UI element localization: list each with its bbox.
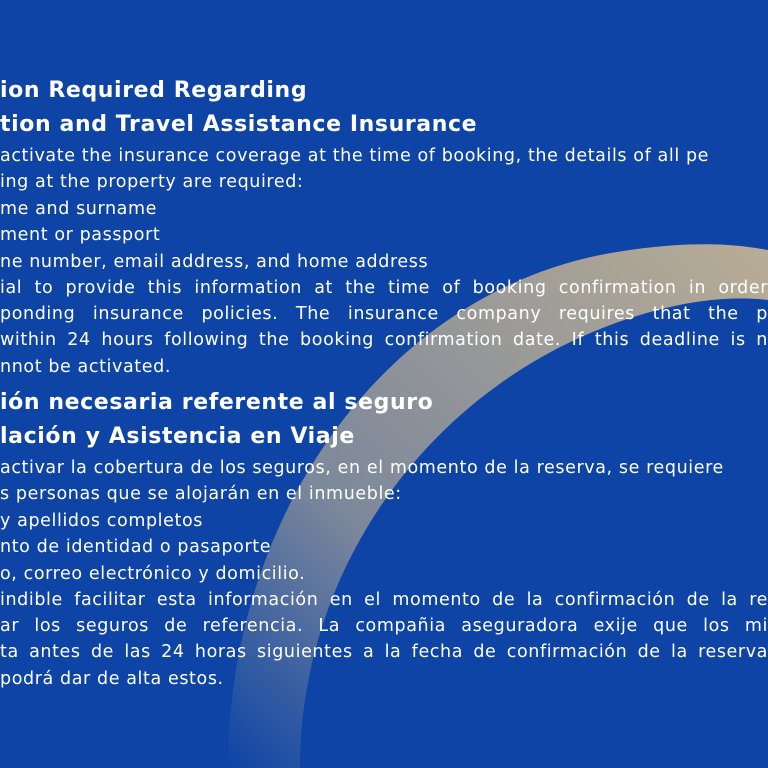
english-list-item: ne number, email address, and home address (0, 252, 429, 272)
english-para2-line2: ponding insurance policies. The insurance company requires that the p (0, 304, 768, 324)
english-para1-line1: activate the insurance coverage at the time of booking, the details of all pe (0, 146, 710, 166)
spanish-list-item: nto de identidad o pasaporte (0, 537, 272, 557)
english-list-item: me and surname (0, 199, 157, 219)
english-heading-line1: ion Required Regarding (0, 78, 308, 103)
english-para2-line3: within 24 hours following the booking confirmation date. If this deadline is n (0, 330, 768, 350)
english-para1-line2: ing at the property are required: (0, 172, 304, 192)
spanish-list-item: y apellidos completos (0, 511, 203, 531)
spanish-para2-line1: indible facilitar esta información en el momento de la confirmación de la re (0, 590, 768, 610)
english-para2-line4: nnot be activated. (0, 357, 172, 377)
spanish-para2-line4: podrá dar de alta estos. (0, 669, 224, 689)
spanish-list-item: o, correo electrónico y domicilio. (0, 564, 306, 584)
english-list-item: ment or passport (0, 225, 161, 245)
spanish-para2-line3: ta antes de las 24 horas siguientes a la fecha de confirmación de la reserva (0, 642, 768, 662)
spanish-para2-line2: ar los seguros de referencia. La compañia aseguradora exije que los mi (0, 616, 768, 636)
spanish-para1-line2: s personas que se alojarán en el inmueble: (0, 484, 402, 504)
english-para2-line1: ial to provide this information at the time of booking confirmation in order (0, 278, 768, 298)
spanish-para1-line1: activar la cobertura de los seguros, en el momento de la reserva, se requiere (0, 458, 724, 478)
spanish-heading-line1: ión necesaria referente al seguro (0, 390, 434, 415)
english-heading-line2: tion and Travel Assistance Insurance (0, 112, 478, 137)
spanish-heading-line2: lación y Asistencia en Viaje (0, 424, 355, 449)
